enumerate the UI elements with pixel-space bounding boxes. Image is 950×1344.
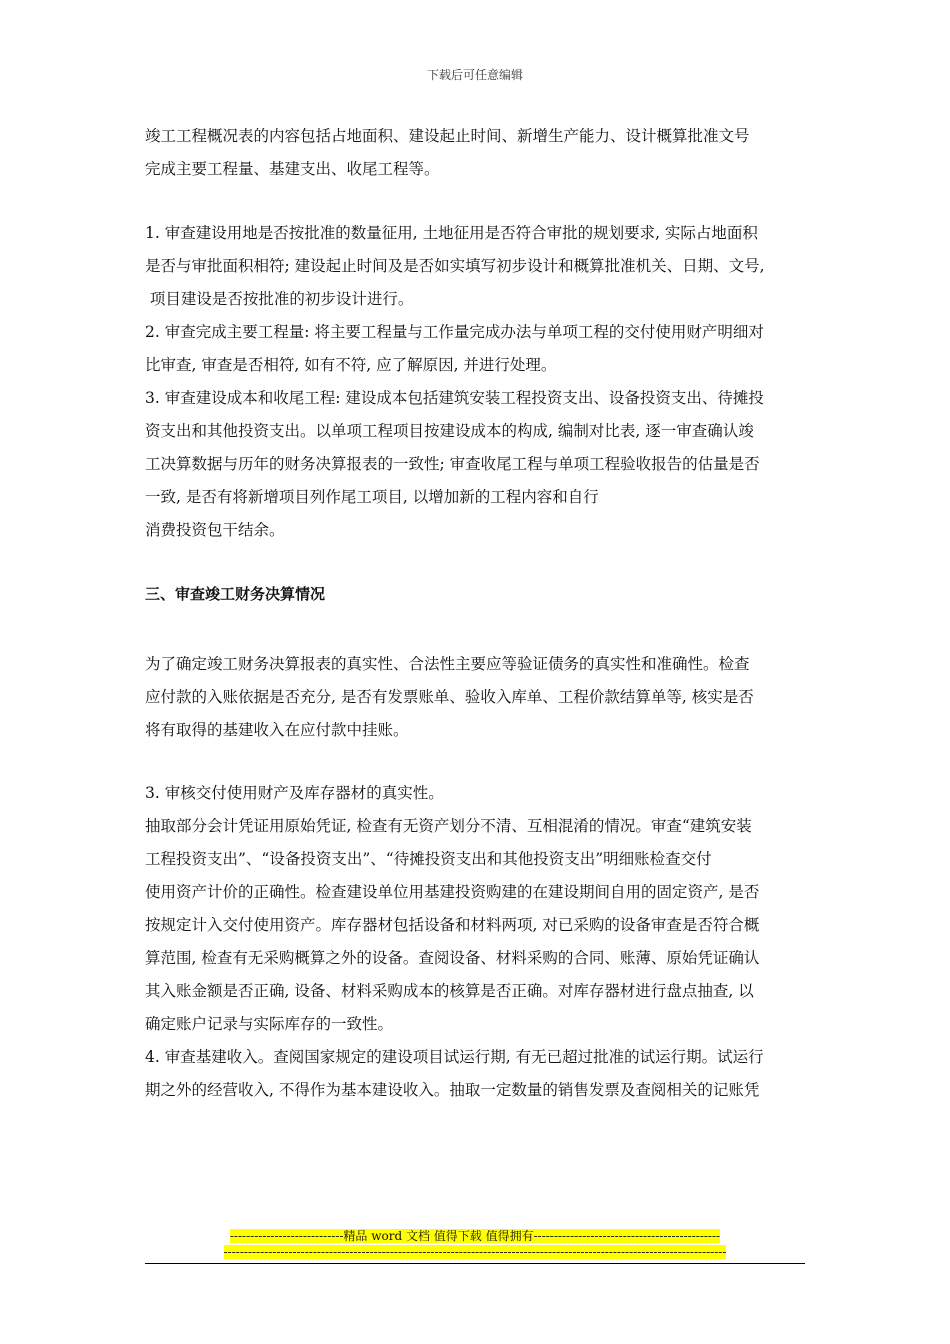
paragraph-line: 将有取得的基建收入在应付款中挂账。 <box>145 721 409 739</box>
paragraph-line: 3. 审查建设成本和收尾工程: 建设成本包括建筑安装工程投资支出、设备投资支出、待摊投 <box>145 389 764 407</box>
paragraph-line: 应付款的入账依据是否充分, 是否有发票账单、验收入库单、工程价款结算单等, 核实是否 <box>145 688 754 706</box>
paragraph-line: 4. 审查基建收入。查阅国家规定的建设项目试运行期, 有无已超过批准的试运行期。试运行 <box>145 1048 764 1066</box>
footer-dashes-text: ---------------------------------------------------------------------------------------------------------------------------- <box>223 1245 727 1259</box>
paragraph-line: 3. 审核交付使用财产及库存器材的真实性。 <box>145 784 444 802</box>
paragraph-line: 为了确定竣工财务决算报表的真实性、合法性主要应等验证债务的真实性和准确性。检查 <box>145 655 750 673</box>
paragraph-line: 资支出和其他投资支出。以单项工程项目按建设成本的构成, 编制对比表, 逐一审查确认竣 <box>145 422 754 440</box>
document-body <box>145 120 810 1107</box>
footer-rule <box>145 1263 805 1264</box>
paragraph-line: 算范围, 检查有无采购概算之外的设备。查阅设备、材料采购的合同、账薄、原始凭证确认 <box>145 949 760 967</box>
paragraph-line: 项目建设是否按批准的初步设计进行。 <box>145 290 414 308</box>
paragraph-line: 抽取部分会计凭证用原始凭证, 检查有无资产划分不清、互相混淆的情况。审查“建筑安装 <box>145 817 752 835</box>
paragraph-line: 工程投资支出”、“设备投资支出”、“待摊投资支出和其他投资支出”明细账检查交付 <box>145 850 712 868</box>
section-heading: 三、审查竣工财务决算情况 <box>145 585 326 603</box>
footer-banner <box>0 1229 950 1244</box>
page-header: 下载后可任意编辑 <box>426 68 523 82</box>
paragraph-line: 按规定计入交付使用资产。库存器材包括设备和材料两项, 对已采购的设备审查是否符合概 <box>145 916 760 934</box>
paragraph-line: 期之外的经营收入, 不得作为基本建设收入。抽取一定数量的销售发票及查阅相关的记账凭 <box>145 1081 760 1099</box>
footer-banner-text: ----------------------------精品 word 文档 值得下载 值得拥有---------------------------------------------- <box>229 1229 721 1243</box>
paragraph-line: 其入账金额是否正确, 设备、材料采购成本的核算是否正确。对库存器材进行盘点抽查, 以 <box>145 982 754 1000</box>
paragraph-line: 竣工工程概况表的内容包括占地面积、建设起止时间、新增生产能力、设计概算批准文号 <box>145 127 750 145</box>
paragraph-line: 一致, 是否有将新增项目列作尾工项目, 以增加新的工程内容和自行 <box>145 488 599 506</box>
paragraph-line: 完成主要工程量、基建支出、收尾工程等。 <box>145 160 440 178</box>
paragraph-line: 是否与审批面积相符; 建设起止时间及是否如实填写初步设计和概算批准机关、日期、文号, <box>145 257 765 275</box>
paragraph-line: 工决算数据与历年的财务决算报表的一致性; 审查收尾工程与单项工程验收报告的估量是否 <box>145 455 760 473</box>
paragraph-line: 2. 审查完成主要工程量: 将主要工程量与工作量完成办法与单项工程的交付使用财产明细对 <box>145 323 764 341</box>
paragraph-line: 比审查, 审查是否相符, 如有不符, 应了解原因, 并进行处理。 <box>145 356 557 374</box>
paragraph-line: 使用资产计价的正确性。检查建设单位用基建投资购建的在建设期间自用的固定资产, 是否 <box>145 883 760 901</box>
paragraph-line: 1. 审查建设用地是否按批准的数量征用, 土地征用是否符合审批的规划要求, 实际占地面积 <box>145 224 758 242</box>
footer-dashes <box>0 1245 950 1260</box>
paragraph-line: 消费投资包干结余。 <box>145 521 285 539</box>
paragraph-line: 确定账户记录与实际库存的一致性。 <box>145 1015 394 1033</box>
